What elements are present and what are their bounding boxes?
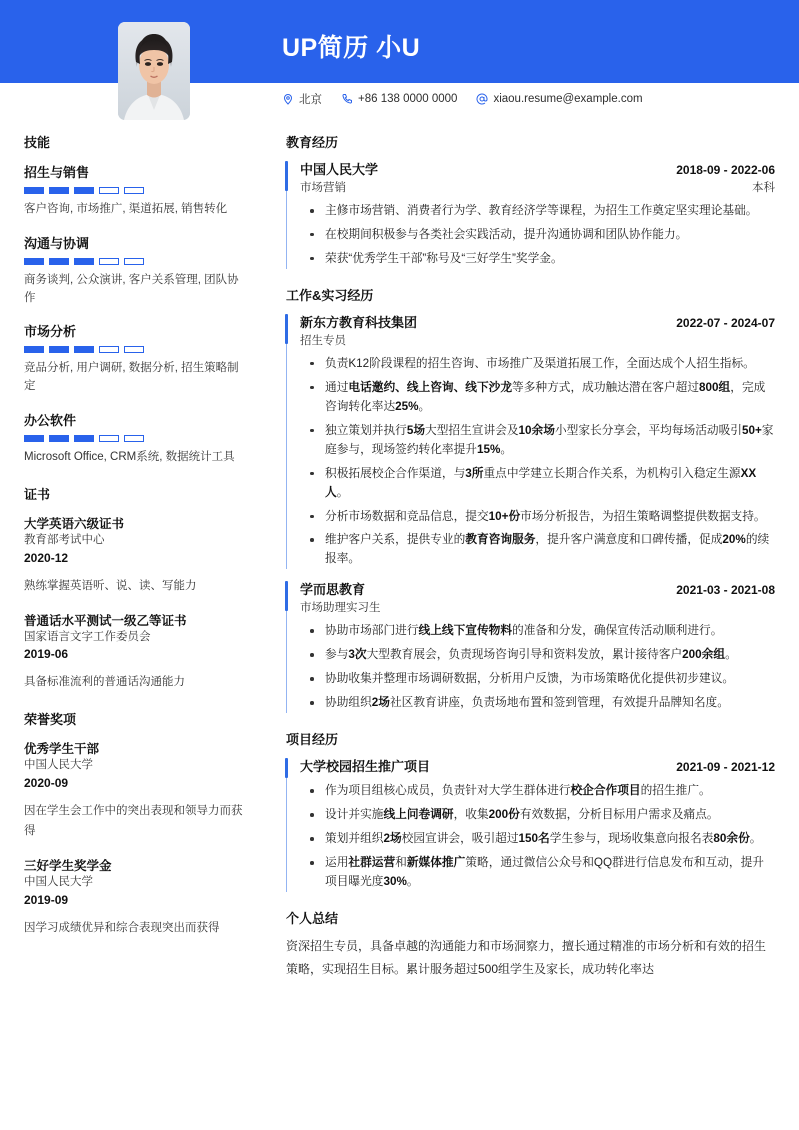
skill-level-segment xyxy=(49,258,69,265)
major: 市场营销 xyxy=(300,182,346,194)
bullet-list xyxy=(300,622,775,713)
certificate-item xyxy=(24,611,250,693)
work-entry-subheader xyxy=(300,332,775,348)
company-name: 学而思教育 xyxy=(300,582,366,598)
bullet-item: 分析市场数据和竞品信息，提交10+份市场分析报告，为招生策略调整提供数据支持。 xyxy=(300,508,775,527)
award-item-org: 中国人民大学 xyxy=(24,876,93,889)
phone-icon xyxy=(341,93,353,105)
project-entry-header xyxy=(300,756,775,775)
education-entry-header xyxy=(300,159,775,178)
bullet-item: 主修市场营销、消费者行为学、教育经济学等课程，为招生工作奠定坚实理论基础。 xyxy=(300,202,775,221)
certificates-list xyxy=(24,514,250,693)
certificate-item-description: 熟练掌握英语听、说、读、写能力 xyxy=(24,579,197,592)
project-entry xyxy=(286,756,775,892)
certificate-item-org: 教育部考试中心 xyxy=(24,533,105,546)
skill-level-segment xyxy=(74,346,94,353)
main-content xyxy=(286,132,775,998)
job-title: 招生专员 xyxy=(300,334,346,347)
bullet-item: 运用社群运营和新媒体推广策略，通过微信公众号和QQ群进行信息发布和互动，提升项目曝光度30%。 xyxy=(300,854,775,892)
project-heading: 项目经历 xyxy=(286,732,339,748)
bullet-item: 协助收集并整理市场调研数据，分析用户反馈，为市场策略优化提供初步建议。 xyxy=(300,670,775,689)
certificate-item-description: 具备标准流利的普通话沟通能力 xyxy=(24,676,185,689)
bullet-item: 协助市场部门进行线上线下宣传物料的准备和分发，确保宣传活动顺利进行。 xyxy=(300,622,775,641)
awards-list xyxy=(24,739,250,938)
certificates-section xyxy=(24,484,250,693)
bullet-item: 设计并实施线上问卷调研，收集200份有效数据，分析目标用户需求及痛点。 xyxy=(300,806,775,825)
award-item-org: 中国人民大学 xyxy=(24,759,93,772)
skill-level-segment xyxy=(74,435,94,442)
education-entry-subheader xyxy=(300,179,775,195)
bullet-item: 负责K12阶段课程的招生咨询、市场推广及渠道拓展工作，全面达成个人招生指标。 xyxy=(300,355,775,374)
work-entry-header xyxy=(300,312,775,331)
education-heading: 教育经历 xyxy=(286,135,339,150)
certificates-heading: 证书 xyxy=(24,486,51,502)
work-entry xyxy=(286,579,775,713)
skill-level-bars xyxy=(24,435,250,442)
at-sign-icon xyxy=(476,93,488,105)
location-pin-icon xyxy=(282,93,294,105)
skill-name: 沟通与协调 xyxy=(24,235,90,251)
skill-name: 办公软件 xyxy=(24,413,77,429)
skill-description: 客户咨询, 市场推广, 渠道拓展, 销售转化 xyxy=(24,203,228,215)
skill-item xyxy=(24,233,250,308)
skill-level-segment xyxy=(24,187,44,194)
degree: 本科 xyxy=(752,182,775,194)
skill-level-segment xyxy=(74,187,94,194)
skill-level-segment xyxy=(124,258,144,265)
bullet-item: 在校期间积极参与各类社会实践活动，提升沟通协调和团队协作能力。 xyxy=(300,226,775,245)
skill-level-segment xyxy=(49,346,69,353)
skills-heading: 技能 xyxy=(24,135,51,150)
skill-level-segment xyxy=(74,258,94,265)
education-date: 2018-09 - 2022-06 xyxy=(676,163,775,177)
bullet-item: 积极拓展校企合作渠道，与3所重点中学建立长期合作关系，为机构引入稳定生源XX人。 xyxy=(300,465,775,503)
work-list xyxy=(286,312,775,713)
contact-row xyxy=(282,91,643,107)
skill-level-bars xyxy=(24,258,250,265)
contact-email-text: xiaou.resume@example.com xyxy=(493,93,643,105)
summary-text: 资深招生专员，具备卓越的沟通能力和市场洞察力，擅长通过精准的市场分析和有效的招生策略，实现招生目标。累计服务超过500组学生及家长，成功转化率达 xyxy=(286,938,767,977)
sidebar xyxy=(24,132,250,955)
company-name: 新东方教育科技集团 xyxy=(300,314,418,330)
work-entry-header xyxy=(300,579,775,598)
bullet-item: 协助组织2场社区教育讲座，负责场地布置和签到管理，有效提升品牌知名度。 xyxy=(300,694,775,713)
contact-email xyxy=(476,93,642,105)
work-heading: 工作&实习经历 xyxy=(286,287,374,303)
skills-section xyxy=(24,132,250,467)
bullet-item: 荣获“优秀学生干部”称号及“三好学生”奖学金。 xyxy=(300,250,775,269)
certificate-item-date: 2019-06 xyxy=(24,647,69,662)
skill-level-segment xyxy=(99,346,119,353)
skill-level-segment xyxy=(24,346,44,353)
skill-description: 竞品分析, 用户调研, 数据分析, 招生策略制定 xyxy=(24,362,239,393)
skill-level-segment xyxy=(99,187,119,194)
education-section xyxy=(286,132,775,269)
skill-level-segment xyxy=(124,346,144,353)
skill-name: 招生与销售 xyxy=(24,165,90,180)
award-item xyxy=(24,739,250,841)
page-title: UP简历 小U xyxy=(282,34,421,62)
project-date: 2021-09 - 2021-12 xyxy=(676,760,775,775)
education-entry xyxy=(286,159,775,269)
skill-level-segment xyxy=(49,187,69,194)
award-item-description: 因在学生会工作中的突出表现和领导力而获得 xyxy=(24,805,243,838)
project-name: 大学校园招生推广项目 xyxy=(300,759,431,775)
skill-item xyxy=(24,410,250,467)
bullet-item: 维护客户关系，提供专业的教育咨询服务，提升客户满意度和口碑传播，促成20%的续报率。 xyxy=(300,531,775,569)
award-item xyxy=(24,856,250,938)
skill-item xyxy=(24,162,250,219)
portrait-photo xyxy=(118,22,190,120)
education-list xyxy=(286,159,775,269)
job-title: 市场助理实习生 xyxy=(300,602,381,615)
bullet-item: 作为项目组核心成员，负责针对大学生群体进行校企合作项目的招生推广。 xyxy=(300,782,775,801)
bullet-item: 通过电话邀约、线上咨询、线下沙龙等多种方式，成功触达潜在客户超过800组，完成咨询转化率达25%。 xyxy=(300,379,775,417)
contact-phone-text: +86 138 0000 0000 xyxy=(358,93,458,105)
skill-level-segment xyxy=(99,435,119,442)
skill-level-bars xyxy=(24,346,250,353)
work-date: 2021-03 - 2021-08 xyxy=(676,583,775,598)
work-entry-subheader xyxy=(300,599,775,615)
bullet-item: 独立策划并执行5场大型招生宣讲会及10余场小型家长分享会，平均每场活动吸引50+家庭参与，现场签约转化率提升15%。 xyxy=(300,422,775,460)
summary-section xyxy=(286,908,775,982)
certificate-item-org: 国家语言文字工作委员会 xyxy=(24,630,151,643)
awards-section xyxy=(24,709,250,938)
work-entry xyxy=(286,312,775,570)
skill-level-segment xyxy=(99,258,119,265)
summary-heading: 个人总结 xyxy=(286,910,339,926)
skills-list xyxy=(24,162,250,467)
skill-level-segment xyxy=(49,435,69,442)
school-name: 中国人民大学 xyxy=(300,162,379,177)
awards-heading: 荣誉奖项 xyxy=(24,712,77,728)
bullet-list xyxy=(300,782,775,892)
award-item-date: 2020-09 xyxy=(24,776,69,791)
skill-description: 商务谈判, 公众演讲, 客户关系管理, 团队协作 xyxy=(24,273,239,304)
skill-level-segment xyxy=(24,258,44,265)
award-item-description: 因学习成绩优异和综合表现突出而获得 xyxy=(24,922,220,935)
skill-level-segment xyxy=(124,187,144,194)
bullet-list xyxy=(300,355,775,570)
work-date: 2022-07 - 2024-07 xyxy=(676,315,775,330)
work-section xyxy=(286,285,775,713)
award-item-title: 三好学生奖学金 xyxy=(24,859,112,874)
contact-phone xyxy=(341,93,457,105)
certificate-item-title: 大学英语六级证书 xyxy=(24,516,125,531)
certificate-item xyxy=(24,514,250,596)
skill-description: Microsoft Office, CRM系统, 数据统计工具 xyxy=(24,451,235,464)
contact-location xyxy=(282,91,322,107)
skill-level-segment xyxy=(24,435,44,442)
bullet-item: 参与3次大型教育展会，负责现场咨询引导和资料发放，累计接待客户200余组。 xyxy=(300,646,775,665)
bullet-item: 策划并组织2场校园宣讲会，吸引超过150名学生参与，现场收集意向报名表80余份。 xyxy=(300,830,775,849)
award-item-date: 2019-09 xyxy=(24,893,69,908)
project-list xyxy=(286,756,775,892)
skill-level-bars xyxy=(24,187,250,194)
award-item-title: 优秀学生干部 xyxy=(24,742,100,757)
skill-item xyxy=(24,321,250,396)
bullet-list xyxy=(300,202,775,269)
certificate-item-date: 2020-12 xyxy=(24,550,69,565)
certificate-item-title: 普通话水平测试一级乙等证书 xyxy=(24,613,187,628)
project-section xyxy=(286,729,775,892)
contact-location-text: 北京 xyxy=(299,94,322,106)
skill-level-segment xyxy=(124,435,144,442)
skill-name: 市场分析 xyxy=(24,324,77,340)
